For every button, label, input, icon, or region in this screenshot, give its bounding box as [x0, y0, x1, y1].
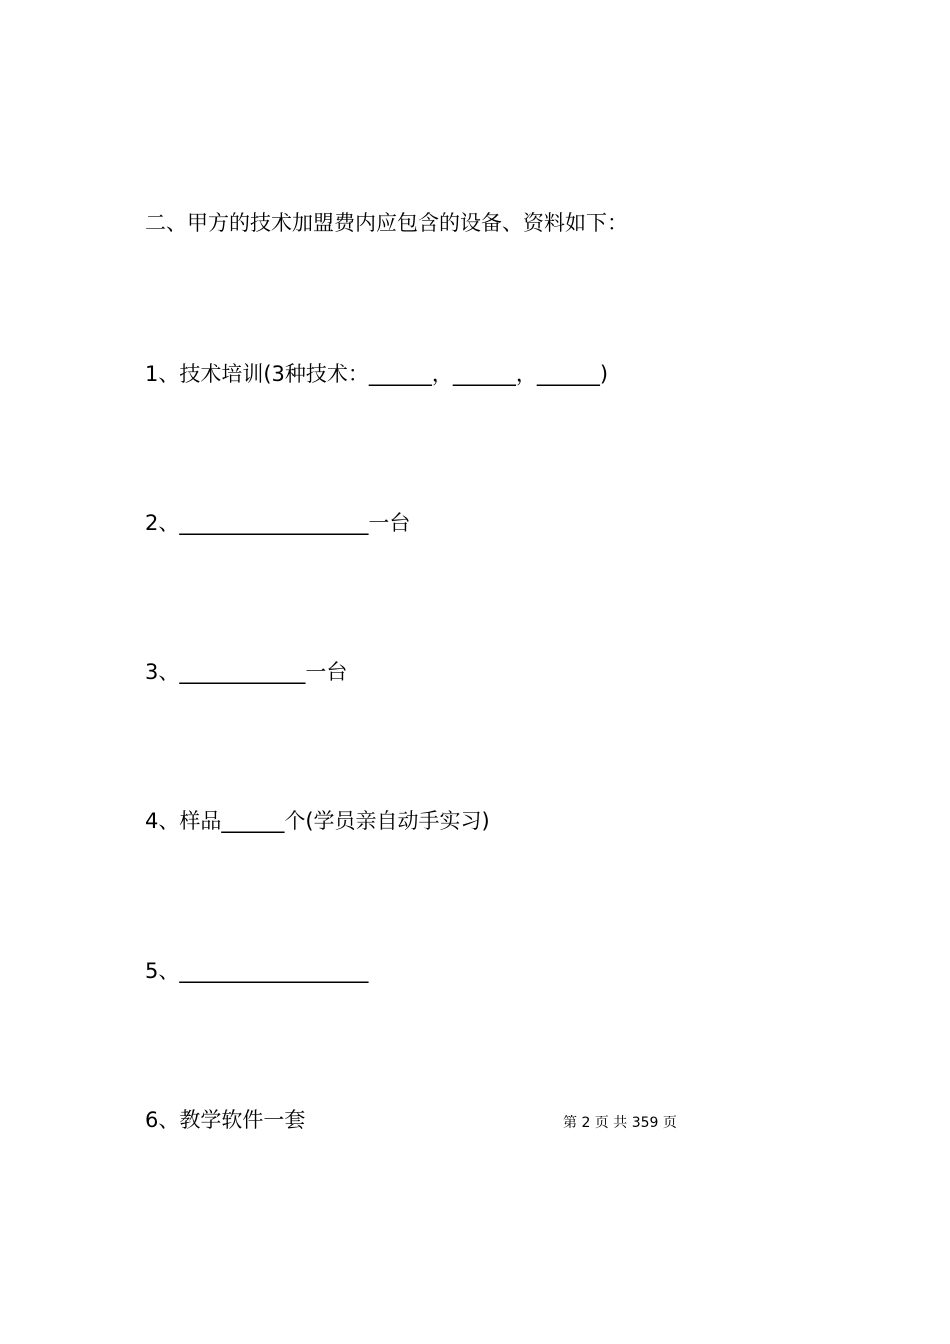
- list-item: 2、__________________一台: [145, 511, 411, 535]
- page-number-footer: 第 2 页 共 359 页: [563, 1115, 677, 1131]
- list-item: 1、技术培训(3种技术：______，______，______): [145, 362, 609, 386]
- list-item: 3、____________一台: [145, 660, 348, 684]
- list-item: 5、__________________: [145, 959, 369, 983]
- list-item: 6、教学软件一套: [145, 1108, 306, 1132]
- section-heading: 二、甲方的技术加盟费内应包含的设备、资料如下：: [145, 211, 628, 235]
- list-item: 4、样品______个(学员亲自动手实习): [145, 809, 490, 833]
